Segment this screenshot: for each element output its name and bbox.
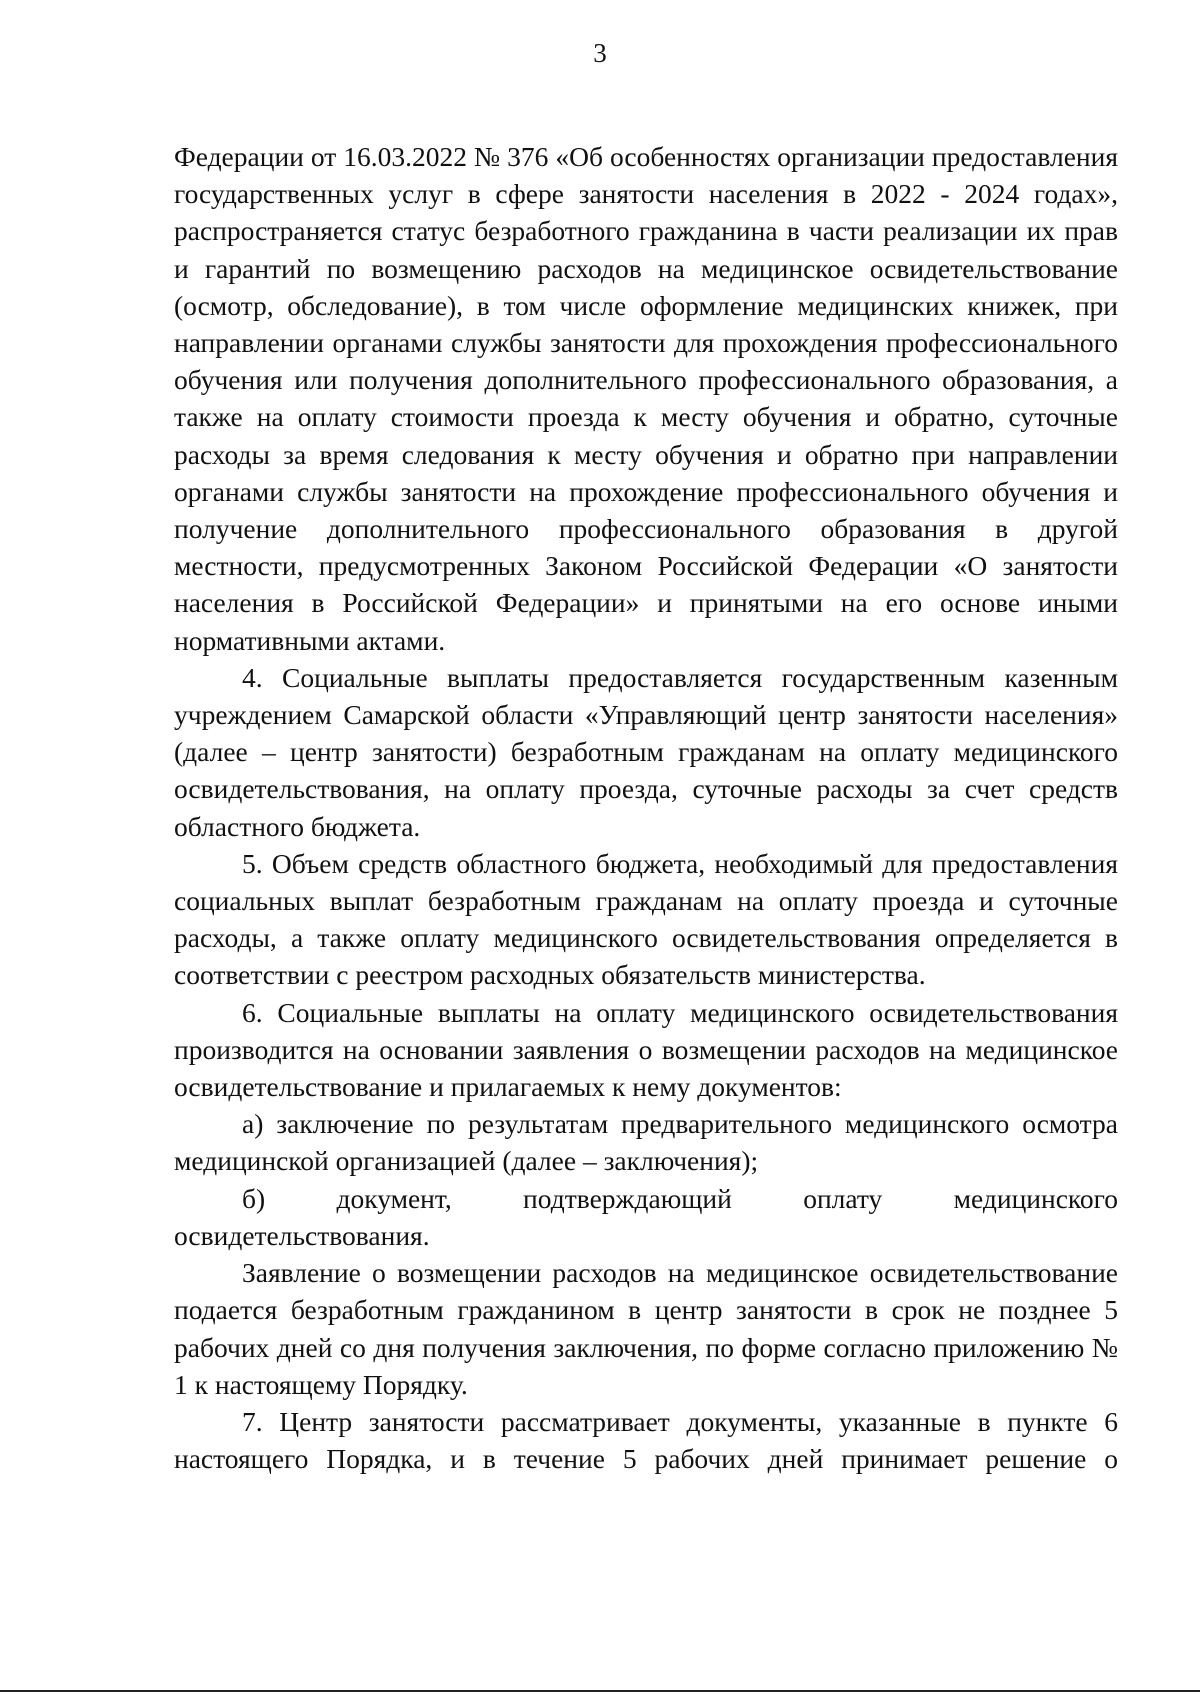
paragraph-continuation: Федерации от 16.03.2022 № 376 «Об особенностях организации предоставления государственных услуг в сфере занятости населения в 2022 - 2024 годах», распространяется статус безработного гражданина в части реализации их прав и гарантий по возмещению расходов на медицинское освидетельствование (осмотр, обследование), в том числе оформление медицинских книжек, при направлении органами службы занятости для прохождения профессионального обучения или получения дополнительного профессионального образования, а также на оплату стоимости проезда к месту обучения и обратно, суточные расходы за время следования к месту обучения и обратно при направлении органами службы занятости на прохождение профессионального обучения и получение дополнительного профессионального образования в другой местности, предусмотренных Законом Российской Федерации «О занятости населения в Российской Федерации» и принятыми на его основе иными нормативными актами. [174,141,1118,656]
paragraph-application: Заявление о возмещении расходов на медицинское освидетельствование подается безработным гражданином в центр занятости в срок не позднее 5 рабочих дней со дня получения заключения, по форме согласно приложению № 1 к настоящему Порядку. [174,1257,1118,1400]
page-bottom-edge [0,1690,1200,1692]
paragraph-item-6b: б) документ, подтверждающий оплату медицинского освидетельствования. [174,1182,1118,1251]
document-body [174,138,1118,1477]
paragraph-item-7: 7. Центр занятости рассматривает документы, указанные в пункте 6 настоящего Порядка, и в течение 5 рабочих дней принимает решение о [174,1405,1118,1475]
paragraph-item-6a: а) заключение по результатам предварительного медицинского осмотра медицинской организацией (далее – заключения); [174,1108,1118,1177]
page-number: 3 [593,38,607,68]
paragraph-item-5: 5. Объем средств областного бюджета, необходимый для предоставления социальных выплат безработным гражданам на оплату проезда и суточные расходы, а также оплату медицинского освидетельствования определяется в соответствии с реестром расходных обязательств министерства. [174,847,1118,991]
paragraph-item-6: 6. Социальные выплаты на оплату медицинского освидетельствования производится на основании заявления о возмещении расходов на медицинское освидетельствование и прилагаемых к нему документов: [174,996,1118,1103]
paragraph-item-4: 4. Социальные выплаты предоставляется государственным казенным учреждением Самарской области «Управляющий центр занятости населения» (далее – центр занятости) безработным гражданам на оплату медицинского освидетельствования, на оплату проезда, суточные расходы за счет средств областного бюджета. [174,661,1118,842]
